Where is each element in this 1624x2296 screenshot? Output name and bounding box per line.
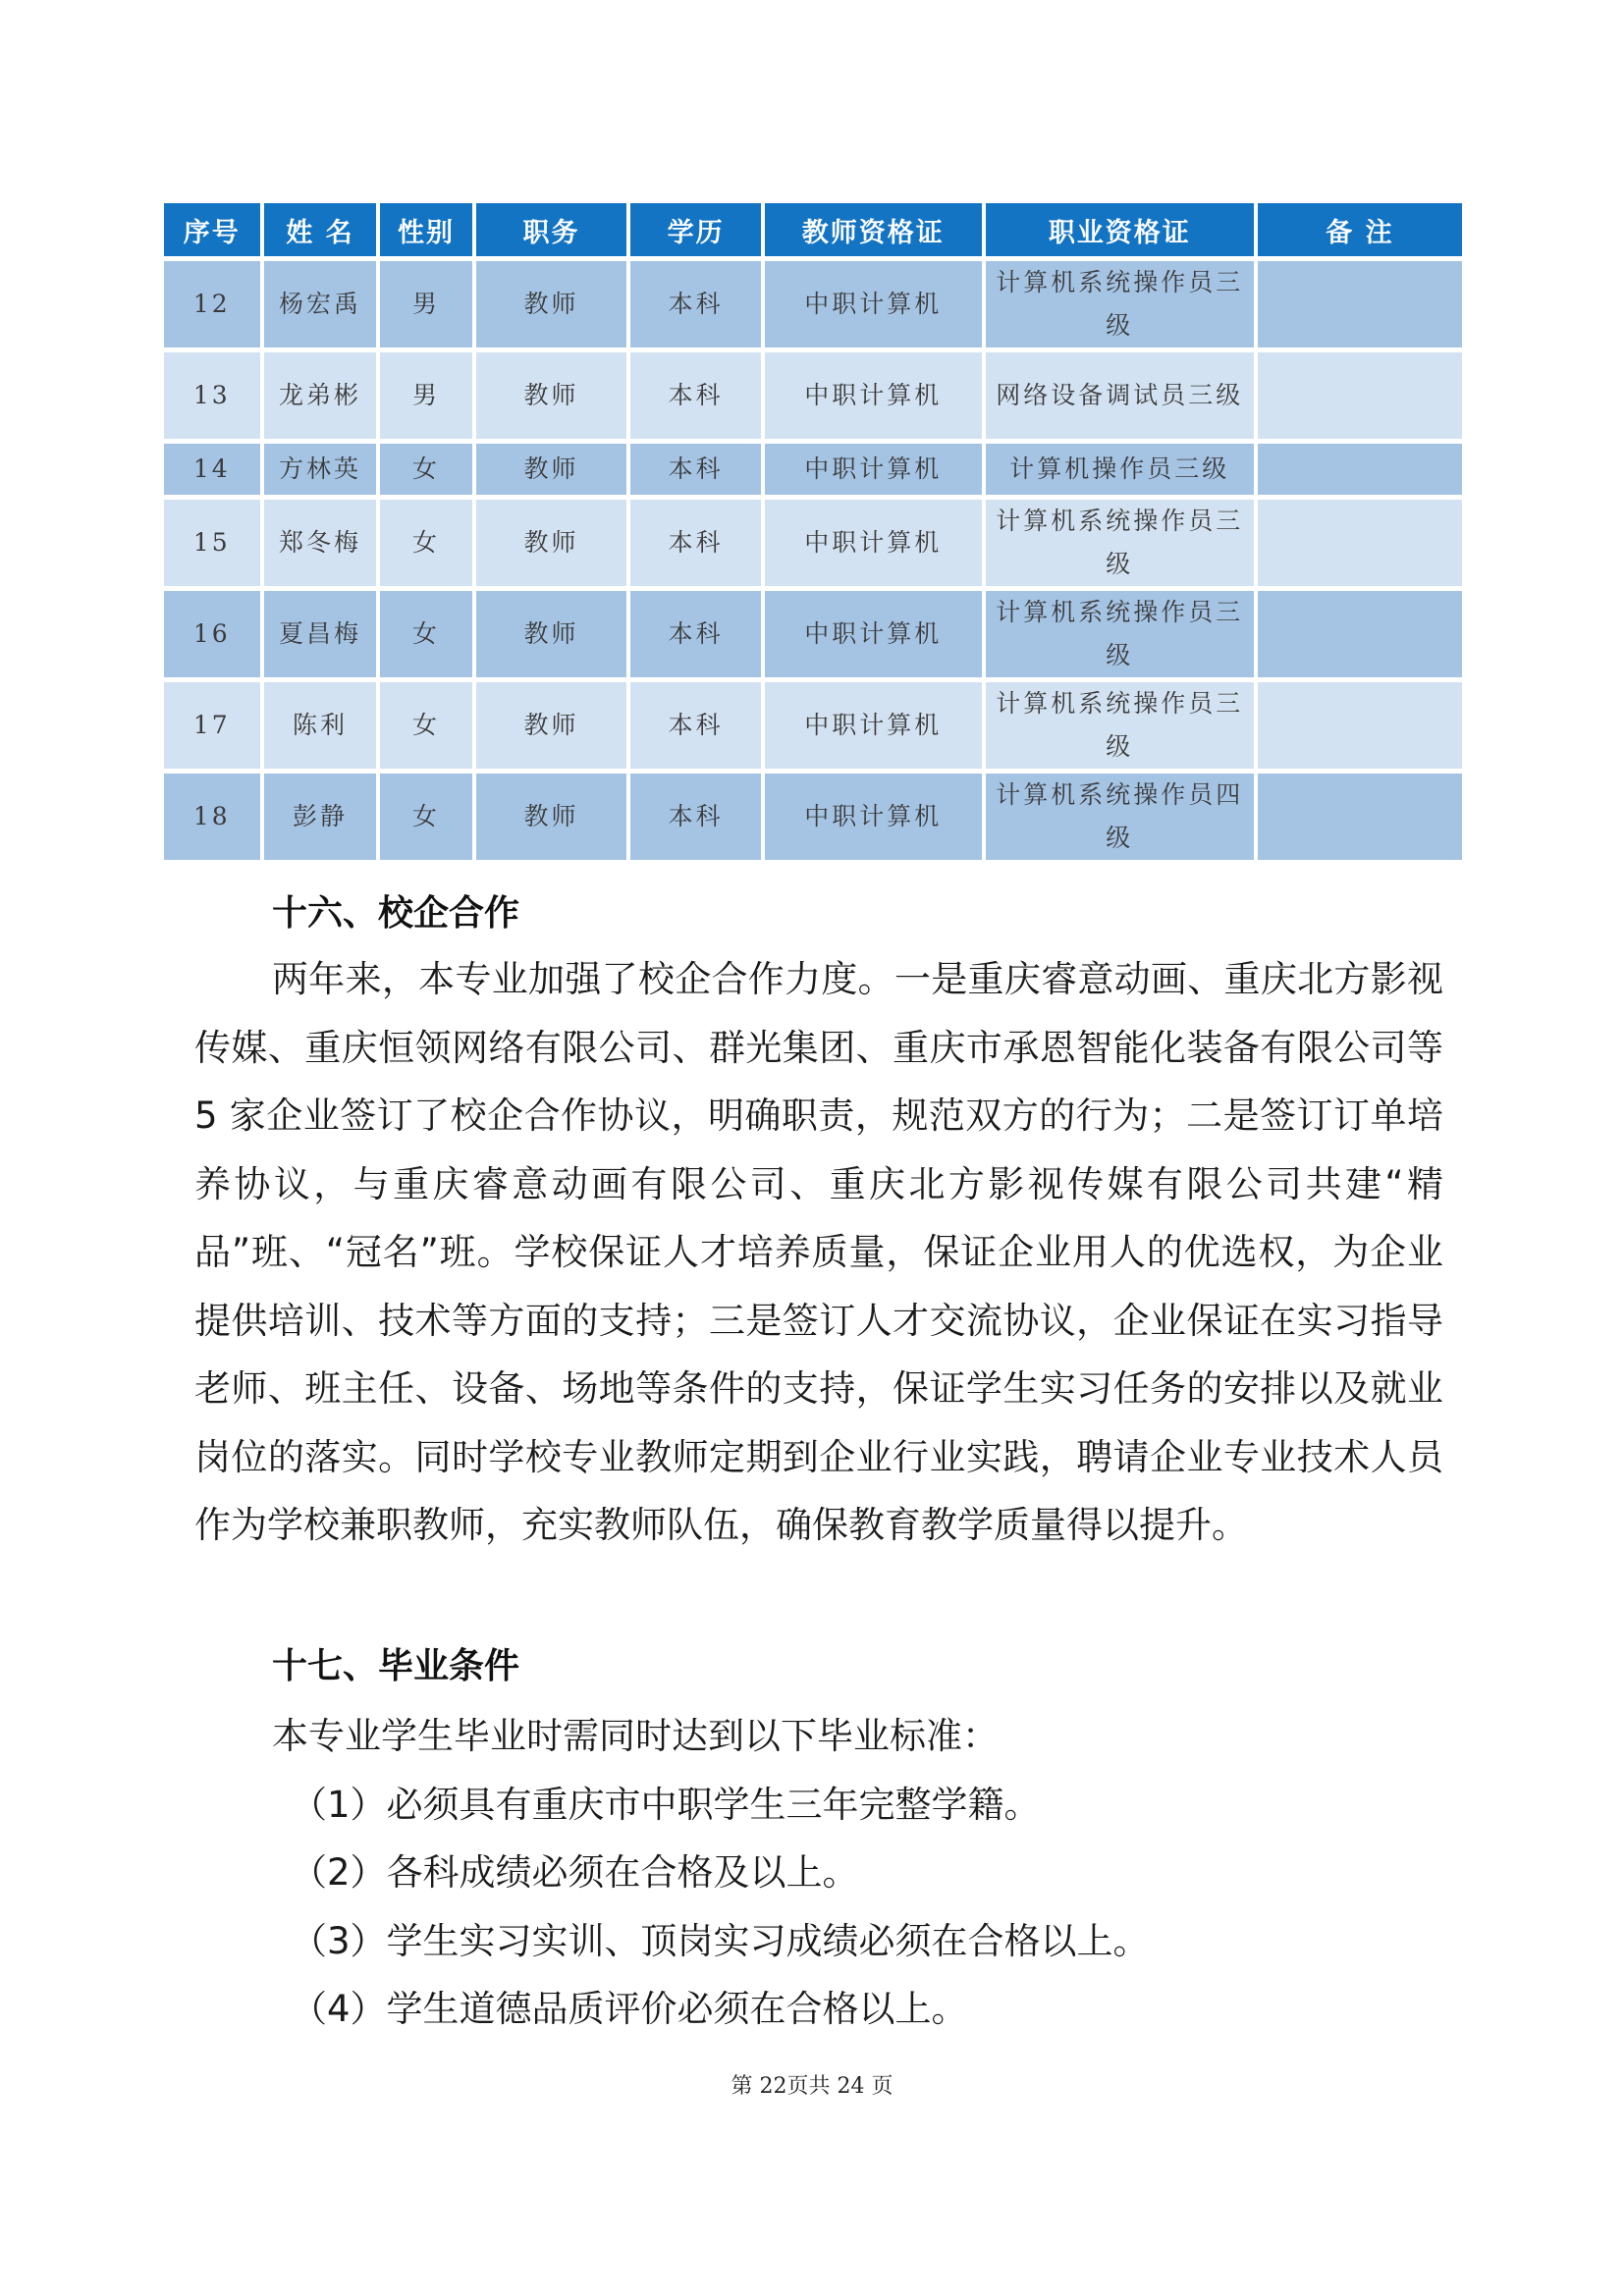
staff-table	[160, 198, 1466, 865]
cell-position: 教师	[476, 352, 627, 439]
cell-position: 教师	[476, 591, 627, 677]
cell-prof-cert: 计算机系统操作员三级	[986, 500, 1254, 586]
cell-education: 本科	[630, 500, 760, 586]
cell-no: 18	[164, 774, 260, 860]
cell-education: 本科	[630, 591, 760, 677]
header-teacher-cert: 教师资格证	[765, 203, 982, 256]
cell-prof-cert: 计算机系统操作员四级	[986, 774, 1254, 860]
cell-gender: 女	[380, 682, 471, 769]
section-16-heading: 十六、校企合作	[272, 893, 520, 934]
section-17-heading: 十七、毕业条件	[272, 1646, 520, 1686]
cell-no: 17	[164, 682, 260, 769]
cell-teacher-cert: 中职计算机	[765, 774, 982, 860]
cell-education: 本科	[630, 444, 760, 495]
cell-teacher-cert: 中职计算机	[765, 261, 982, 347]
cell-gender: 女	[380, 591, 471, 677]
cell-education: 本科	[630, 774, 760, 860]
table-header-row	[164, 203, 1462, 256]
cell-note	[1258, 774, 1462, 860]
cell-name: 郑冬梅	[264, 500, 377, 586]
cell-prof-cert: 计算机操作员三级	[986, 444, 1254, 495]
table-row	[164, 261, 1462, 347]
cell-note	[1258, 500, 1462, 586]
cell-no: 16	[164, 591, 260, 677]
requirement-item: （2）各科成绩必须在合格及以上。	[291, 1851, 859, 1894]
cell-position: 教师	[476, 500, 627, 586]
cell-note	[1258, 682, 1462, 769]
table-row	[164, 682, 1462, 769]
cell-teacher-cert: 中职计算机	[765, 682, 982, 769]
table-row	[164, 352, 1462, 439]
section-16-body: 两年来，本专业加强了校企合作力度。一是重庆睿意动画、重庆北方影视传媒、重庆恒领网络有限公司、群光集团、重庆市承恩智能化装备有限公司等 5 家企业签订了校企合作协议，明确职责，规范双方的行为；二是签订订单培养协议，与重庆睿意动画有限公司、重庆北方影视传媒有限公司共建“精品”班、“冠名”班。学校保证人才培养质量，保证企业用人的优选权，为企业提供培训、技术等方面的支持；三是签订人才交流协议，企业保证在实习指导老师、班主任、设备、场地等条件的支持，保证学生实习任务的安排以及就业岗位的落实。同时学校专业教师定期到企业行业实践，聘请企业专业技术人员作为学校兼职教师，充实教师队伍，确保教育教学质量得以提升。	[194, 958, 1443, 1546]
cell-teacher-cert: 中职计算机	[765, 444, 982, 495]
cell-name: 陈利	[264, 682, 377, 769]
cell-note	[1258, 261, 1462, 347]
header-note: 备 注	[1258, 203, 1462, 256]
cell-name: 彭静	[264, 774, 377, 860]
header-position: 职务	[476, 203, 627, 256]
requirement-item: （1）必须具有重庆市中职学生三年完整学籍。	[291, 1784, 1041, 1826]
cell-teacher-cert: 中职计算机	[765, 352, 982, 439]
header-no: 序号	[164, 203, 260, 256]
cell-no: 14	[164, 444, 260, 495]
cell-name: 夏昌梅	[264, 591, 377, 677]
cell-no: 12	[164, 261, 260, 347]
header-education: 学历	[630, 203, 760, 256]
cell-prof-cert: 计算机系统操作员三级	[986, 261, 1254, 347]
cell-prof-cert: 计算机系统操作员三级	[986, 591, 1254, 677]
table-row	[164, 774, 1462, 860]
cell-position: 教师	[476, 444, 627, 495]
header-prof-cert: 职业资格证	[986, 203, 1254, 256]
requirement-item: （3）学生实习实训、顶岗实习成绩必须在合格以上。	[291, 1920, 1150, 1962]
cell-gender: 女	[380, 774, 471, 860]
cell-gender: 男	[380, 352, 471, 439]
cell-teacher-cert: 中职计算机	[765, 500, 982, 586]
cell-position: 教师	[476, 261, 627, 347]
cell-gender: 女	[380, 500, 471, 586]
cell-no: 13	[164, 352, 260, 439]
cell-name: 杨宏禹	[264, 261, 377, 347]
cell-prof-cert: 网络设备调试员三级	[986, 352, 1254, 439]
cell-name: 龙弟彬	[264, 352, 377, 439]
header-gender: 性别	[380, 203, 471, 256]
cell-name: 方林英	[264, 444, 377, 495]
cell-education: 本科	[630, 682, 760, 769]
table-row	[164, 591, 1462, 677]
cell-education: 本科	[630, 261, 760, 347]
cell-no: 15	[164, 500, 260, 586]
page-number: 第 22页共 24 页	[731, 2074, 893, 2099]
cell-position: 教师	[476, 682, 627, 769]
graduation-intro: 本专业学生毕业时需同时达到以下毕业标准：	[272, 1715, 999, 1757]
cell-prof-cert: 计算机系统操作员三级	[986, 682, 1254, 769]
cell-note	[1258, 591, 1462, 677]
requirement-item: （4）学生道德品质评价必须在合格以上。	[291, 1988, 968, 2030]
cell-position: 教师	[476, 774, 627, 860]
table-row	[164, 500, 1462, 586]
header-name: 姓 名	[264, 203, 377, 256]
cell-teacher-cert: 中职计算机	[765, 591, 982, 677]
table-row	[164, 444, 1462, 495]
cell-gender: 女	[380, 444, 471, 495]
cell-education: 本科	[630, 352, 760, 439]
cell-note	[1258, 444, 1462, 495]
cell-note	[1258, 352, 1462, 439]
cell-gender: 男	[380, 261, 471, 347]
